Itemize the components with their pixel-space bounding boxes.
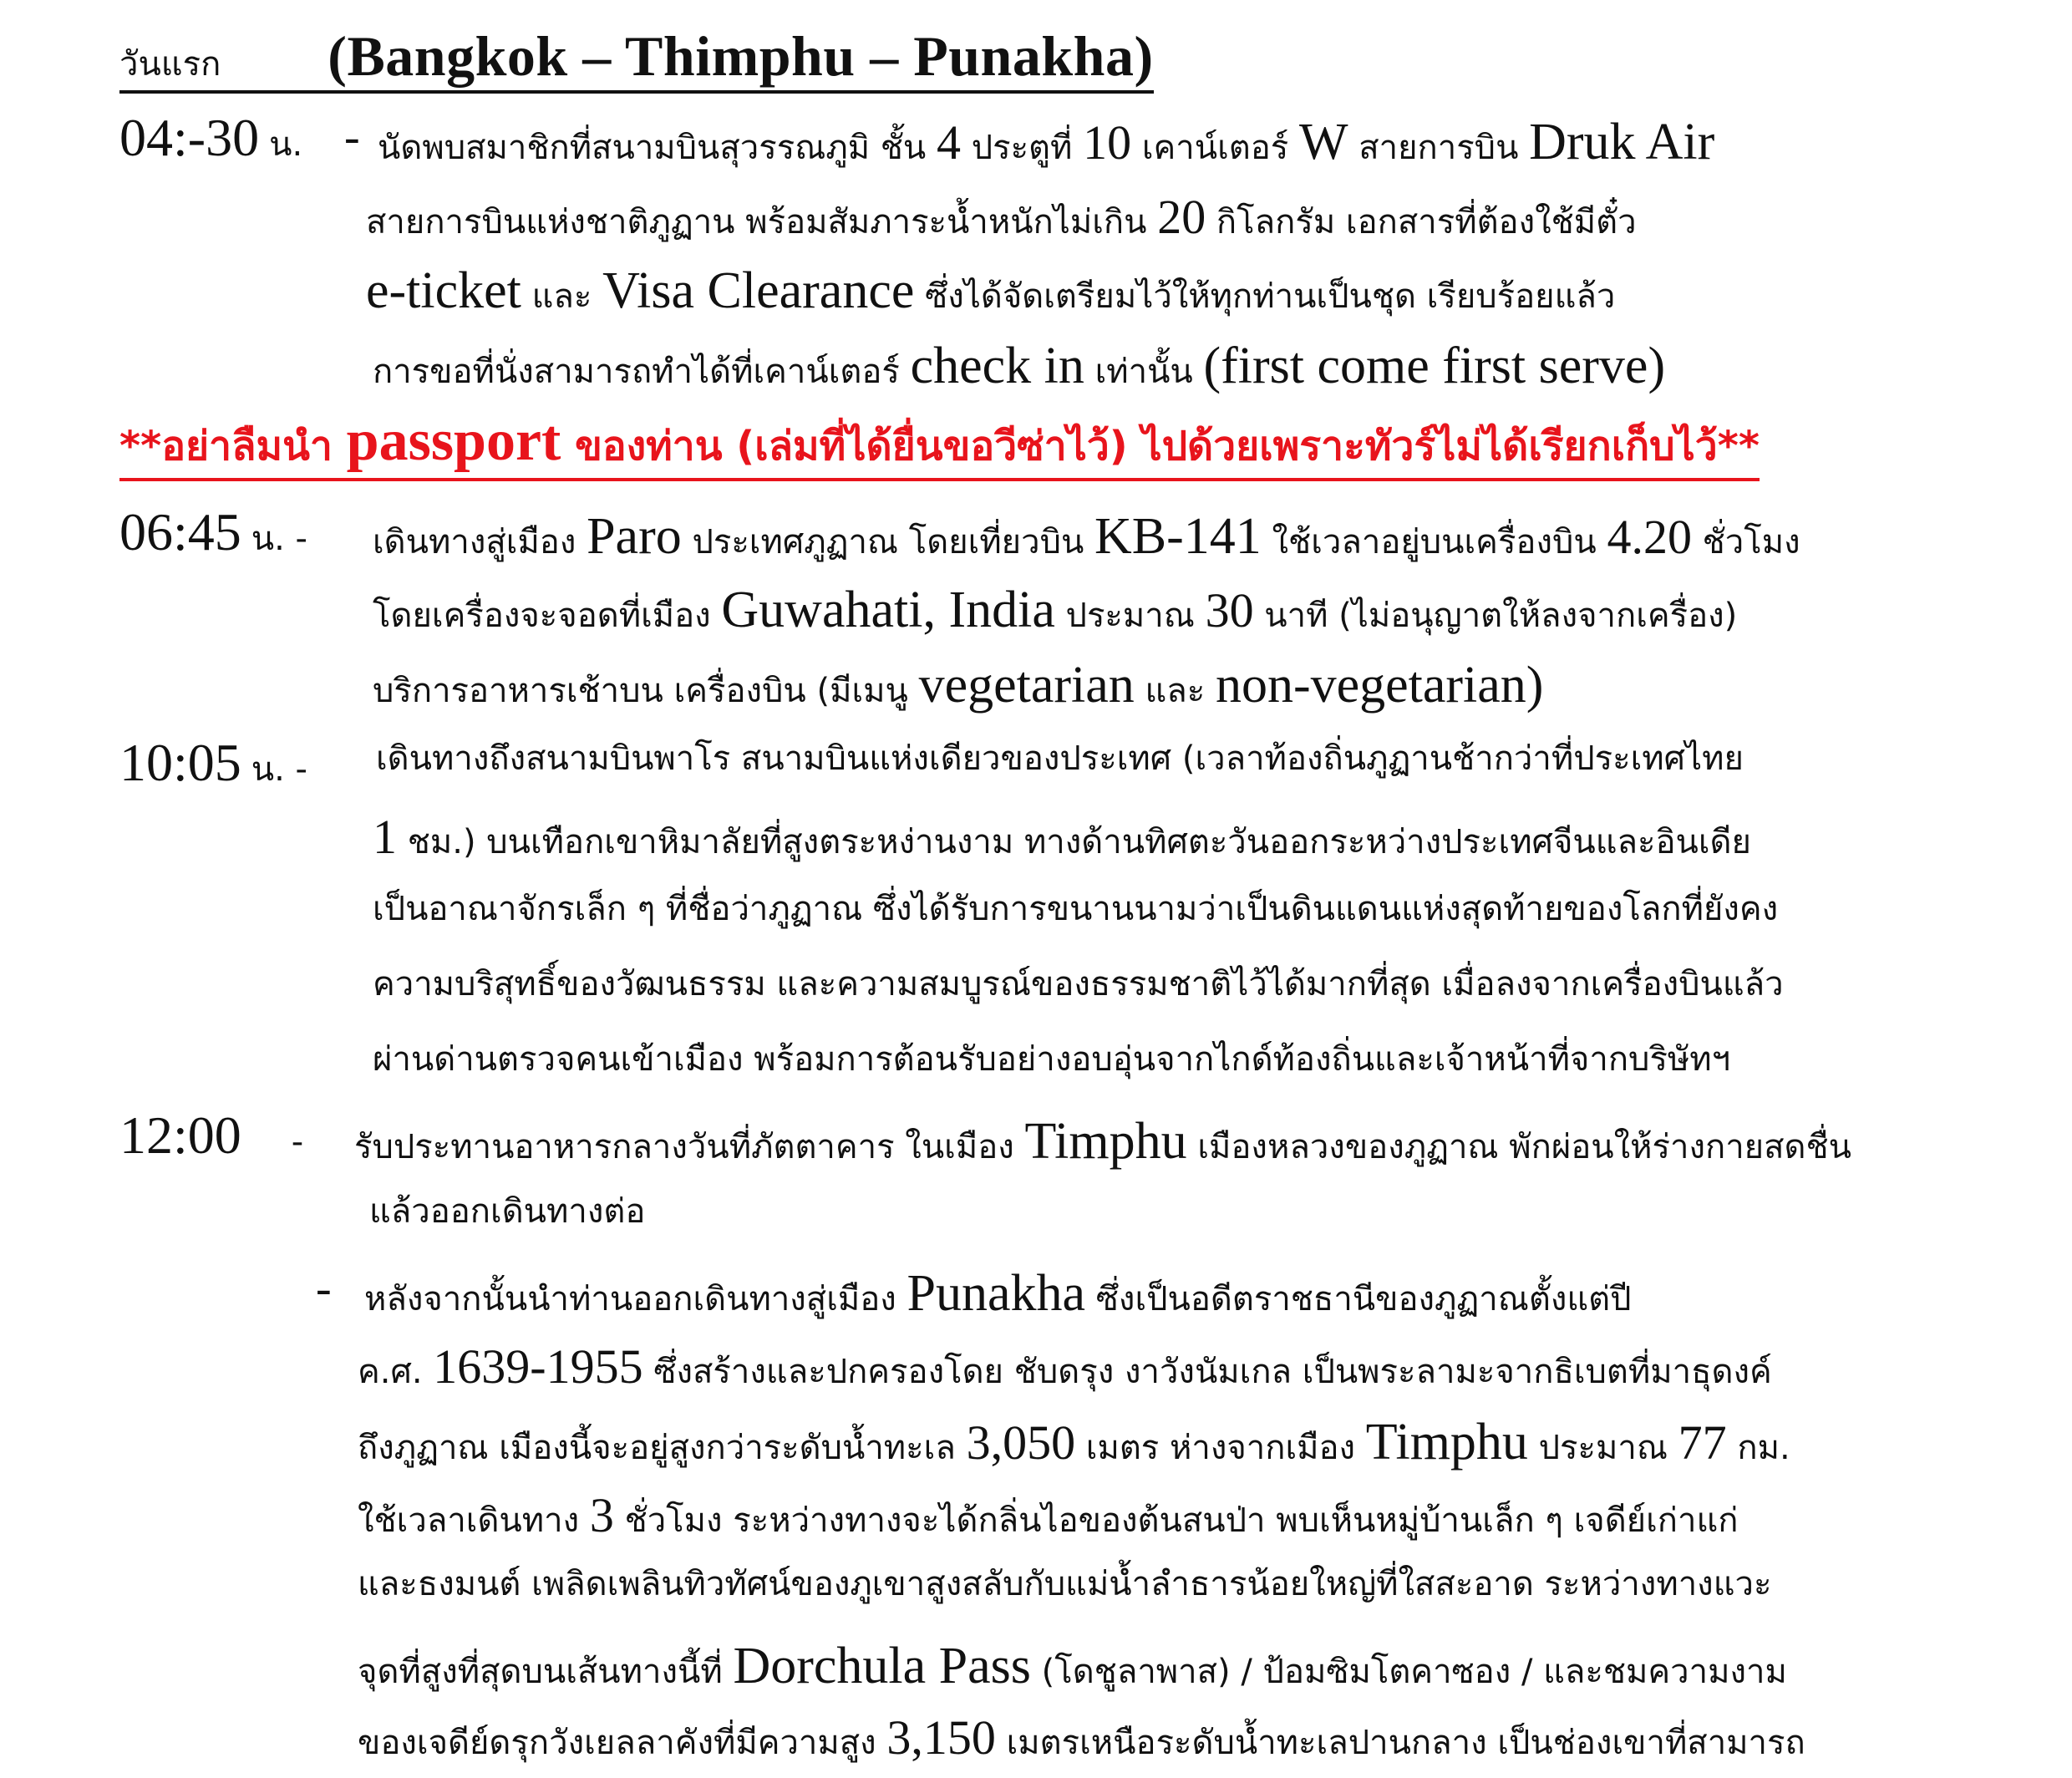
thai-text: ประเทศภูฏาณ โดยเที่ยวบิน xyxy=(681,523,1095,561)
thai-text: เมืองหลวงของภูฏาณ พักผ่อนให้ร่างกายสดชื่น xyxy=(1186,1128,1851,1166)
text-line xyxy=(366,262,1615,319)
day-heading xyxy=(119,23,1154,94)
thai-text: ประมาณ xyxy=(1054,597,1206,635)
latin-text: Timphu xyxy=(1024,1113,1187,1170)
text-line xyxy=(373,338,1665,394)
thai-text: ประตูที่ xyxy=(960,129,1084,167)
text-line xyxy=(364,1265,1632,1322)
thai-text: ชม.) บนเทือกเขาหิมาลัยที่สูงตระหง่านงาม ทางด้านทิศตะวันออกระหว่างประเทศจีนและอินเดีย xyxy=(397,823,1751,861)
number-text: 20 xyxy=(1157,190,1206,244)
latin-text: vegetarian xyxy=(918,657,1135,714)
thai-text: เดินทางสู่เมือง xyxy=(373,523,587,561)
text-line xyxy=(373,810,1751,864)
bullet-dash: - xyxy=(316,1262,332,1314)
text-line xyxy=(358,1340,1772,1394)
latin-text: Druk Air xyxy=(1529,114,1715,170)
thai-text: ผ่านด่านตรวจคนเข้าเมือง พร้อมการต้อนรับอย่างอบอุ่นจากไกด์ท้องถิ่นและเจ้าหน้าที่จากบริษัทฯ xyxy=(373,1040,1731,1079)
thai-text: สายการบิน xyxy=(1348,129,1530,167)
thai-text: กม. xyxy=(1726,1429,1790,1467)
latin-text: non-vegetarian) xyxy=(1215,657,1544,714)
thai-text: ซึ่งเป็นอดีตราชธานีของภูฏาณตั้งแต่ปี xyxy=(1085,1280,1632,1318)
number-text: 1639-1955 xyxy=(433,1339,643,1394)
thai-text: โดยเครื่องจะจอดที่เมือง xyxy=(373,597,722,635)
thai-text: แล้วออกเดินทางต่อ xyxy=(369,1192,646,1231)
text-line xyxy=(373,508,1800,565)
latin-text: Paro xyxy=(587,508,682,565)
number-text: 4 xyxy=(936,115,961,170)
thai-text: และธงมนต์ เพลิดเพลินทิวทัศน์ของภูเขาสูงสลับกับแม่น้ำลำธารน้อยใหญ่ที่ใสสะอาด ระหว่างทางแวะ xyxy=(358,1565,1772,1603)
number-text: 10 xyxy=(1083,115,1132,170)
thai-text: นาที (ไม่อนุญาตให้ลงจากเครื่อง) xyxy=(1253,597,1738,635)
latin-text: Guwahati, India xyxy=(721,582,1055,638)
thai-text: เมตร ห่างจากเมือง xyxy=(1075,1429,1366,1467)
time-1005: 10:05 น. - xyxy=(119,733,307,792)
latin-text: Visa Clearance xyxy=(602,262,915,319)
thai-text: การขอที่นั่งสามารถทำได้ที่เคาน์เตอร์ xyxy=(373,353,911,391)
latin-text: Timphu xyxy=(1365,1414,1528,1471)
text-line xyxy=(373,582,1737,638)
thai-text: เดินทางถึงสนามบินพาโร สนามบินแห่งเดียวของประเทศ (เวลาท้องถิ่นภูฏานช้ากว่าที่ประเทศไทย xyxy=(376,739,1744,778)
thai-text: เคาน์เตอร์ xyxy=(1131,129,1299,167)
latin-text: Dorchula Pass xyxy=(733,1638,1031,1694)
thai-text: และ xyxy=(1134,672,1216,710)
latin-text: e-ticket xyxy=(366,262,521,319)
thai-text: ของเจดีย์ดรุกวังเยลลาคังที่มีความสูง xyxy=(358,1724,887,1762)
thai-text: สายการบินแห่งชาติภูฏาน พร้อมสัมภาระน้ำหนักไม่เกิน xyxy=(366,203,1158,241)
number-text: 3,150 xyxy=(886,1710,996,1765)
text-line xyxy=(378,114,1714,170)
text-line xyxy=(358,1414,1790,1471)
thai-text: ใช้เวลาเดินทาง xyxy=(358,1501,590,1540)
latin-text: check in xyxy=(910,338,1084,394)
thai-text: กิโลกรัม เอกสารที่ต้องใช้มีตั๋ว xyxy=(1206,203,1637,241)
thai-text: ชั่วโมง xyxy=(1691,523,1800,561)
text-line xyxy=(354,1113,1851,1170)
latin-text: Punakha xyxy=(906,1265,1086,1322)
text-line xyxy=(358,1566,1771,1603)
number-text: 30 xyxy=(1205,583,1254,638)
text-line xyxy=(358,1638,1787,1694)
text-line xyxy=(376,740,1744,777)
thai-text: รับประทานอาหารกลางวันที่ภัตตาคาร ในเมือง xyxy=(354,1128,1025,1166)
number-text: 77 xyxy=(1678,1415,1727,1470)
number-text: 3,050 xyxy=(966,1415,1076,1470)
bullet-dash: - xyxy=(344,111,360,163)
number-text: 4.20 xyxy=(1607,510,1692,564)
thai-text: ใช้เวลาอยู่บนเครื่องบิน xyxy=(1261,523,1607,561)
thai-text: และ xyxy=(521,277,603,316)
thai-text: ชั่วโมง ระหว่างทางจะได้กลิ่นไอของต้นสนป่า พบเห็นหมู่บ้านเล็ก ๆ เจดีย์เก่าแก่ xyxy=(613,1501,1739,1540)
thai-text: จุดที่สูงที่สุดบนเส้นทางนี้ที่ xyxy=(358,1653,734,1691)
thai-text: ซึ่งสร้างและปกครองโดย ชับดรุง งาวังนัมเกล เป็นพระลามะจากธิเบตที่มาธุดงค์ xyxy=(642,1353,1772,1391)
latin-text: (first come first serve) xyxy=(1203,338,1666,394)
time-0430: 04:-30 น. xyxy=(119,108,303,167)
text-line xyxy=(358,1489,1738,1542)
thai-text: หลังจากนั้นนำท่านออกเดินทางสู่เมือง xyxy=(364,1280,907,1318)
passport-warning: **อย่าลืมนำ passport ของท่าน (เล่มที่ได้ยื่นขอวีซ่าไว้) ไปด้วยเพราะทัวร์ไม่ได้เรียกเก็บไว้** xyxy=(119,408,1760,481)
latin-text: KB-141 xyxy=(1094,508,1262,565)
thai-text: ความบริสุทธิ์ของวัฒนธรรม และความสมบูรณ์ของธรรมชาติไว้ได้มากที่สุด เมื่อลงจากเครื่องบินแล้ว xyxy=(373,965,1784,1003)
thai-text: ซึ่งได้จัดเตรียมไว้ให้ทุกท่านเป็นชุด เรียบร้อยแล้ว xyxy=(914,277,1616,316)
thai-text: ประมาณ xyxy=(1527,1429,1678,1467)
text-line xyxy=(358,1711,1805,1765)
text-line xyxy=(366,190,1637,244)
time-1200: 12:00 - xyxy=(119,1105,304,1165)
text-line xyxy=(373,1041,1730,1078)
thai-text: เมตรเหนือระดับน้ำทะเลปานกลาง เป็นช่องเขาที่สามารถ xyxy=(995,1724,1805,1762)
thai-text: เป็นอาณาจักรเล็ก ๆ ที่ชื่อว่าภูฏาณ ซึ่งได้รับการขนานนามว่าเป็นดินแดนแห่งสุดท้ายของโลกที่ยังคง xyxy=(373,890,1779,928)
text-line xyxy=(369,1193,645,1230)
thai-text: ถึงภูฏาณ เมืองนี้จะอยู่สูงกว่าระดับน้ำทะเล xyxy=(358,1429,967,1467)
number-text: 1 xyxy=(373,810,397,864)
thai-text: (โดชูลาพาส) / ป้อมซิมโตคาซอง / และชมความงาม xyxy=(1030,1653,1787,1691)
thai-text: เท่านั้น xyxy=(1084,353,1204,391)
text-line xyxy=(373,966,1784,1003)
thai-text: บริการอาหารเช้าบน เครื่องบิน (มีเมนู xyxy=(373,672,919,710)
latin-text: W xyxy=(1298,114,1348,170)
text-line xyxy=(373,891,1778,927)
route-title: (Bangkok – Thimphu – Punakha) xyxy=(328,24,1154,88)
time-0645: 06:45 น. - xyxy=(119,502,307,561)
thai-text: ค.ศ. xyxy=(358,1353,434,1391)
number-text: 3 xyxy=(589,1488,614,1542)
day-label: วันแรก xyxy=(119,45,221,84)
passport-word: passport xyxy=(346,409,561,473)
text-line xyxy=(373,657,1543,714)
thai-text: นัดพบสมาชิกที่สนามบินสุวรรณภูมิ ชั้น xyxy=(378,129,937,167)
